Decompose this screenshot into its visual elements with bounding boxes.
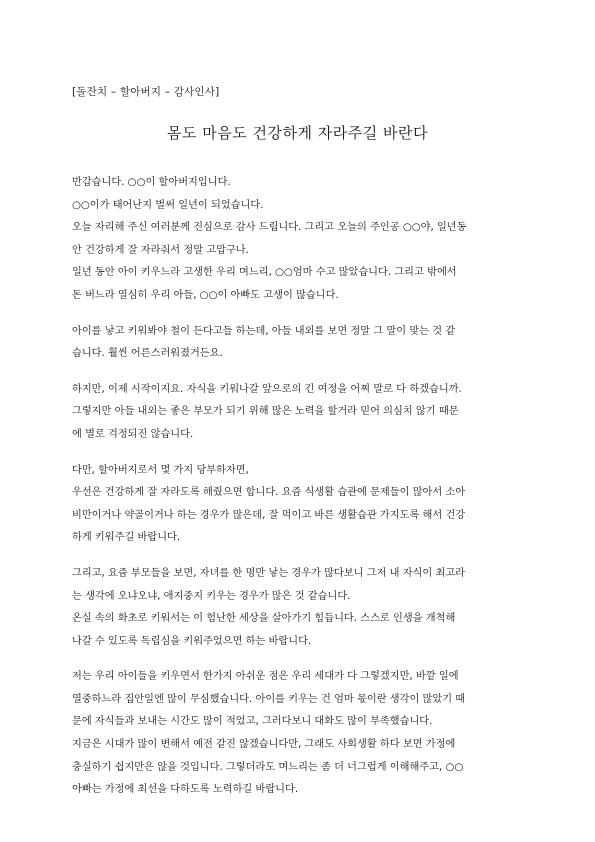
text-line: 우선은 건강하게 잘 자라도록 해줬으면 합니다. 요즘 식생활 습관에 문제들이 많아서 소아 <box>72 487 466 499</box>
page-title: 몸도 마음도 건강하게 자라주길 바란다 <box>167 124 428 142</box>
text-line: 안 건강하게 잘 자라줘서 정말 고맙구나. <box>72 244 249 256</box>
text-line: 반갑습니다. ○○이 할아버지입니다. <box>72 177 231 188</box>
paragraph-spacer <box>72 366 528 379</box>
text-line: 그렇지만 아들 내외는 좋은 부모가 되기 위해 많은 노력을 할거라 믿어 의심치 않기 때문 <box>72 406 459 418</box>
paragraph-3 <box>72 379 528 447</box>
paragraph-spacer <box>72 550 528 563</box>
text-line: 에 별로 걱정되진 않습니다. <box>72 428 194 440</box>
text-line: ○○이가 태어난지 벌써 일년이 되었습니다. <box>72 199 264 211</box>
paragraph-spacer <box>72 653 528 666</box>
text-line: 지금은 시대가 많이 변해서 예전 같진 않겠습니다만, 그래도 사회생활 하다 보면 가정에 <box>72 739 456 751</box>
text-line: 온실 속의 화초로 키워서는 이 험난한 세상을 살아가기 힘듭니다. 스스로 인생을 개척해 <box>72 613 456 625</box>
paragraph-1 <box>72 172 528 308</box>
text-line: 는 생각에 오냐오냐, 애지중지 키우는 경우가 많은 것 같습니다. <box>72 590 351 602</box>
text-line: 다만, 할아버지로서 몇 가지 당부하자면, <box>72 464 249 476</box>
paragraph-spacer <box>72 447 528 460</box>
text-line: 습니다. 훨씬 어른스러워졌거든요. <box>72 348 223 360</box>
text-line: 아이를 낳고 키워봐야 철이 든다고들 하는데, 아들 내외를 보면 정말 그 말이 맞는 것 같 <box>72 325 456 337</box>
paragraph-5 <box>72 563 528 653</box>
text-line: 아빠는 가정에 최선을 다하도록 노력하길 바랍니다. <box>72 784 299 796</box>
text-line: 나갈 수 있도록 독립심을 키워주었으면 하는 바랍니다. <box>72 635 312 647</box>
text-line: 오늘 자리해 주신 여러분께 진심으로 감사 드립니다. 그리고 오늘의 주인공 ○○야, 일년동 <box>72 222 467 234</box>
text-line: 문에 자식들과 보내는 시간도 많이 적었고, 그러다보니 대화도 많이 부족했습니다. <box>72 716 433 728</box>
paragraph-2 <box>72 321 528 366</box>
letter-body <box>72 172 528 802</box>
text-line: 그리고, 요즘 부모들을 보면, 자녀를 한 명만 낳는 경우가 많다보니 그저 내 자식이 최고라 <box>72 567 466 579</box>
text-line: 저는 우리 아이들을 키우면서 한가지 아쉬운 점은 우리 세대가 다 그렇겠지만, 바깥 일에 <box>72 671 459 683</box>
category-label: [돌잔치 – 할아버지 – 감사인사] <box>72 86 220 98</box>
text-line: 열중하느라 집안일엔 많이 무심했습니다. 아이를 키우는 건 엄마 몫이란 생각이 많았기 때 <box>72 693 466 705</box>
text-line: 돈 버느라 열심히 우리 아들, ○○이 아빠도 고생이 많습니다. <box>72 289 339 301</box>
text-line: 하게 키워주길 바랍니다. <box>72 532 181 544</box>
paragraph-4 <box>72 460 528 550</box>
text-line: 하지만, 이제 시작이지요. 자식을 키워나갈 앞으로의 긴 여정을 어찌 말로 다 하겠습니까. <box>72 383 462 395</box>
text-line: 비만이거나 약골이거나 하는 경우가 많은데, 잘 먹이고 바른 생활습관 가지도록 해서 건강 <box>72 509 466 521</box>
text-line: 일년 동안 아이 키우느라 고생한 우리 며느리, ○○엄마 수고 많았습니다. 그리고 밖에서 <box>72 267 457 279</box>
paragraph-6 <box>72 666 528 802</box>
paragraph-spacer <box>72 308 528 321</box>
text-line: 충실하기 쉽지만은 않을 것입니다. 그렇더라도 며느리는 좀 더 너그럽게 이해해주고, ○○ <box>72 761 464 773</box>
